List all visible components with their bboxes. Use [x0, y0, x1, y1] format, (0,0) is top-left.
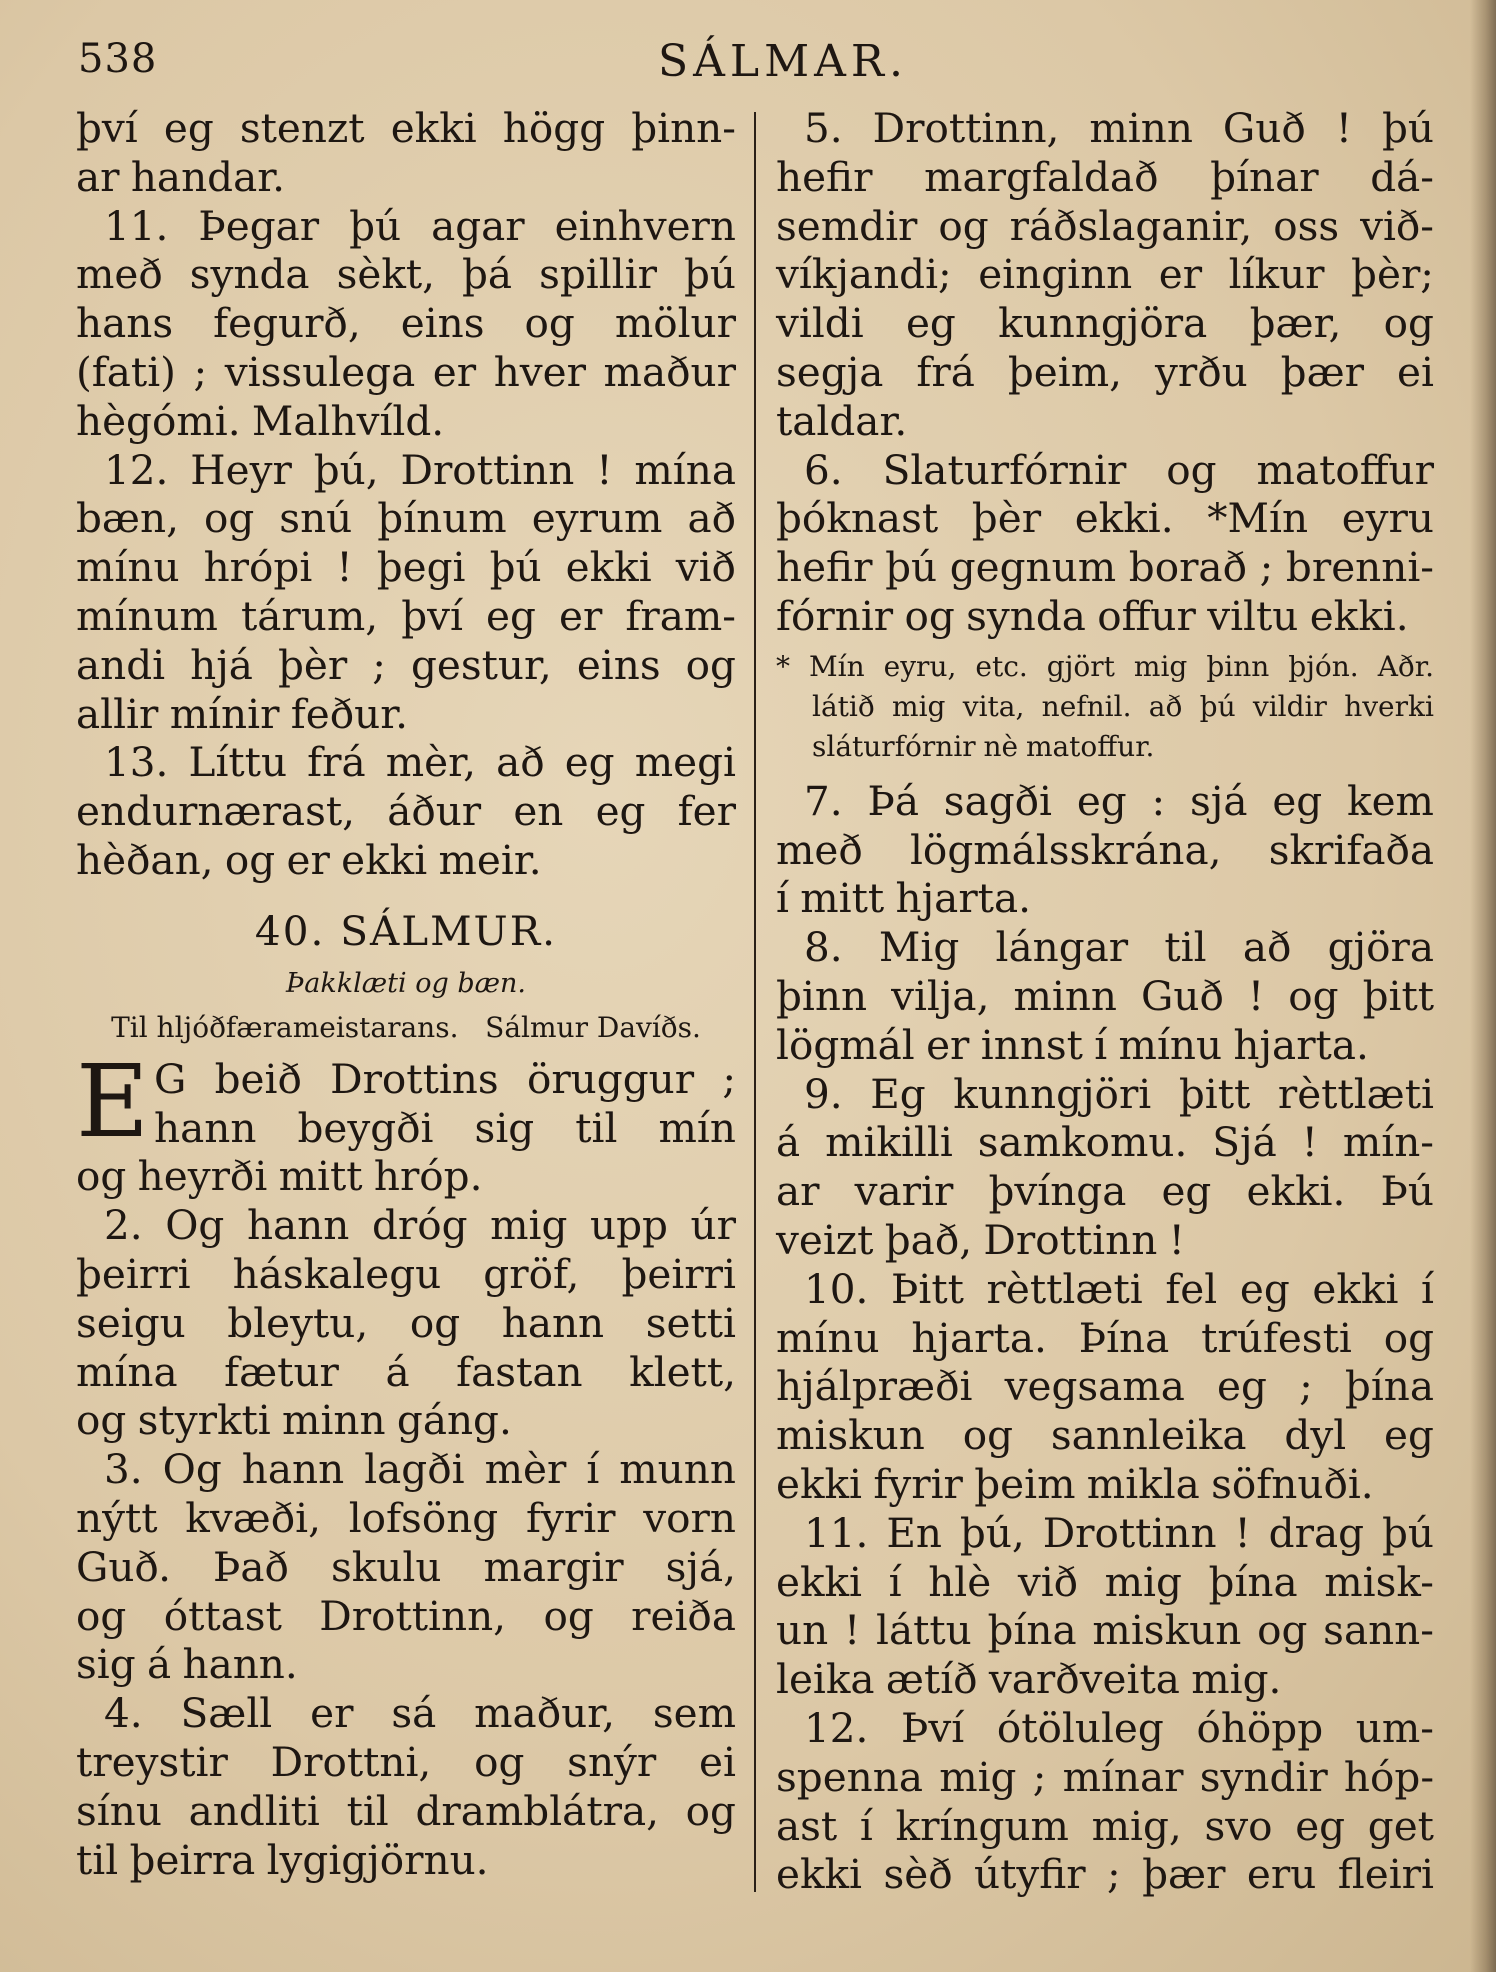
verse-line: 7. Þá sagði eg : sjá eg kem: [804, 776, 1434, 825]
verse-line: miskun og sannleika dyl eg: [776, 1411, 1434, 1460]
verse-line: seigu bleytu, og hann setti: [76, 1298, 736, 1347]
verse-line: andi hjá þèr ; gestur, eins og: [76, 640, 736, 689]
verse-line: og heyrði mitt hróp.: [76, 1152, 483, 1201]
verse-line: hefir margfaldað þínar dá-: [776, 152, 1434, 201]
verse-line: víkjandi; einginn er líkur þèr;: [776, 250, 1434, 299]
left-column: [76, 104, 736, 1884]
running-head: [0, 28, 1496, 98]
dropcap-paragraph: [76, 1042, 736, 1160]
verse-line: (fati) ; vissulega er hver maður: [76, 347, 736, 396]
verse-line: un ! láttu þína miskun og sann-: [776, 1606, 1434, 1655]
verse-line: á mikilli samkomu. Sjá ! mín-: [776, 1118, 1434, 1167]
verse-line: allir mínir feður.: [76, 689, 409, 738]
verse-line: þeirri háskalegu gröf, þeirri: [76, 1249, 736, 1298]
page-edge-shadow: [1470, 0, 1496, 1972]
verse-line: hègómi. Malhvíld.: [76, 396, 445, 445]
verse-line: 12. Því ótöluleg óhöpp um-: [804, 1703, 1434, 1752]
verse-line: ekki sèð útyfir ; þær eru fleiri: [776, 1850, 1434, 1899]
verse-line: fórnir og synda offur viltu ekki.: [776, 591, 1409, 640]
verse-line: taldar.: [776, 396, 908, 445]
verse-line: G beið Drottins öruggur ;: [154, 1054, 736, 1103]
verse-line: 4. Sæll er sá maður, sem: [104, 1689, 736, 1738]
verse-line: vildi eg kunngjöra þær, og: [776, 299, 1434, 348]
verse-line: þinn vilja, minn Guð ! og þitt: [776, 971, 1434, 1020]
verse-line: 11. En þú, Drottinn ! drag þú: [804, 1508, 1434, 1557]
verse-line: spenna mig ; mínar syndir hóp-: [776, 1752, 1434, 1801]
psalm-heading: 40. SÁLMUR.: [254, 906, 558, 955]
verse-line: 12. Heyr þú, Drottinn ! mína: [104, 445, 736, 494]
footnote-line: * Mín eyru, etc. gjört mig þinn þjón. Aðr.: [776, 649, 1434, 683]
verse-line: ar handar.: [76, 152, 286, 201]
verse-line: mínum tárum, því eg er fram-: [76, 591, 736, 640]
verse-line: veizt það, Drottinn !: [776, 1215, 1185, 1264]
verse-line: mínu hjarta. Þína trúfesti og: [776, 1313, 1434, 1362]
verse-line: 3. Og hann lagði mèr í munn: [104, 1445, 736, 1494]
verse-line: mína fætur á fastan klett,: [76, 1347, 736, 1396]
verse-line: því eg stenzt ekki högg þinn-: [76, 104, 736, 152]
verse-line: ast í kríngum mig, svo eg get: [776, 1801, 1434, 1850]
drop-capital: E: [76, 1042, 149, 1160]
verse-line: ar varir þvínga eg ekki. Þú: [776, 1167, 1434, 1216]
verse-line: sig á hann.: [76, 1640, 298, 1689]
verse-line: endurnærast, áður en eg fer: [76, 787, 736, 836]
verse-line: ekki fyrir þeim mikla söfnuði.: [776, 1459, 1374, 1508]
verse-line: með synda sèkt, þá spillir þú: [76, 250, 736, 299]
verse-line: og óttast Drottinn, og reiða: [76, 1591, 736, 1640]
verse-line: leika ætíð varðveita mig.: [776, 1655, 1282, 1704]
footnote: [776, 647, 1434, 767]
verse-line: sínu andliti til dramblátra, og: [76, 1786, 736, 1835]
verse-line: þóknast þèr ekki. *Mín eyru: [776, 494, 1434, 543]
verse-line: 5. Drottinn, minn Guð ! þú: [804, 104, 1434, 152]
verse-line: hèðan, og er ekki meir.: [76, 835, 542, 884]
verse-line: 6. Slaturfórnir og matoffur: [804, 445, 1434, 494]
verse-line: til þeirra lygigjörnu.: [76, 1835, 489, 1884]
verse-line: mínu hrópi ! þegi þú ekki við: [76, 543, 736, 592]
verse-line: hefir þú gegnum borað ; brenni-: [776, 543, 1434, 592]
verse-line: 9. Eg kunngjöri þitt rèttlæti: [804, 1069, 1434, 1118]
page-number: 538: [78, 36, 158, 82]
verse-line: 2. Og hann dróg mig upp úr: [104, 1201, 736, 1250]
verse-line: hann beygði sig til mín: [154, 1103, 736, 1152]
psalm-superscription: Til hljóðfærameistarans. Sálmur Davíðs.: [111, 1010, 701, 1044]
verse-line: 13. Líttu frá mèr, að eg megi: [104, 738, 736, 787]
verse-line: og styrkti minn gáng.: [76, 1396, 512, 1445]
verse-line: 8. Mig lángar til að gjöra: [804, 923, 1434, 972]
footnote-line: sláturfórnir nè matoffur.: [812, 729, 1155, 763]
verse-line: bæn, og snú þínum eyrum að: [76, 494, 736, 543]
verse-line: með lögmálsskrána, skrifaða: [776, 825, 1434, 874]
footnote-line: látið mig vita, nefnil. að þú vildir hverki: [812, 689, 1434, 723]
verse-line: lögmál er innst í mínu hjarta.: [776, 1020, 1369, 1069]
verse-line: hjálpræði vegsama eg ; þína: [776, 1362, 1434, 1411]
verse-line: nýtt kvæði, lofsöng fyrir vorn: [76, 1493, 736, 1542]
verse-line: hans fegurð, eins og mölur: [76, 299, 736, 348]
running-title: SÁLMAR.: [657, 36, 909, 87]
verse-line: semdir og ráðslaganir, oss við-: [776, 201, 1434, 250]
verse-line: 10. Þitt rèttlæti fel eg ekki í: [804, 1264, 1434, 1313]
right-column: [776, 104, 1434, 1899]
verse-line: Guð. Það skulu margir sjá,: [76, 1542, 736, 1591]
verse-line: í mitt hjarta.: [776, 874, 1031, 923]
column-rule: [754, 112, 756, 1892]
psalm-subtitle: Þakklæti og bæn.: [286, 967, 526, 999]
verse-line: segja frá þeim, yrðu þær ei: [776, 347, 1434, 396]
verse-line: treystir Drottni, og snýr ei: [76, 1737, 736, 1786]
verse-line: 11. Þegar þú agar einhvern: [104, 201, 736, 250]
verse-line: ekki í hlè við mig þína misk-: [776, 1557, 1434, 1606]
